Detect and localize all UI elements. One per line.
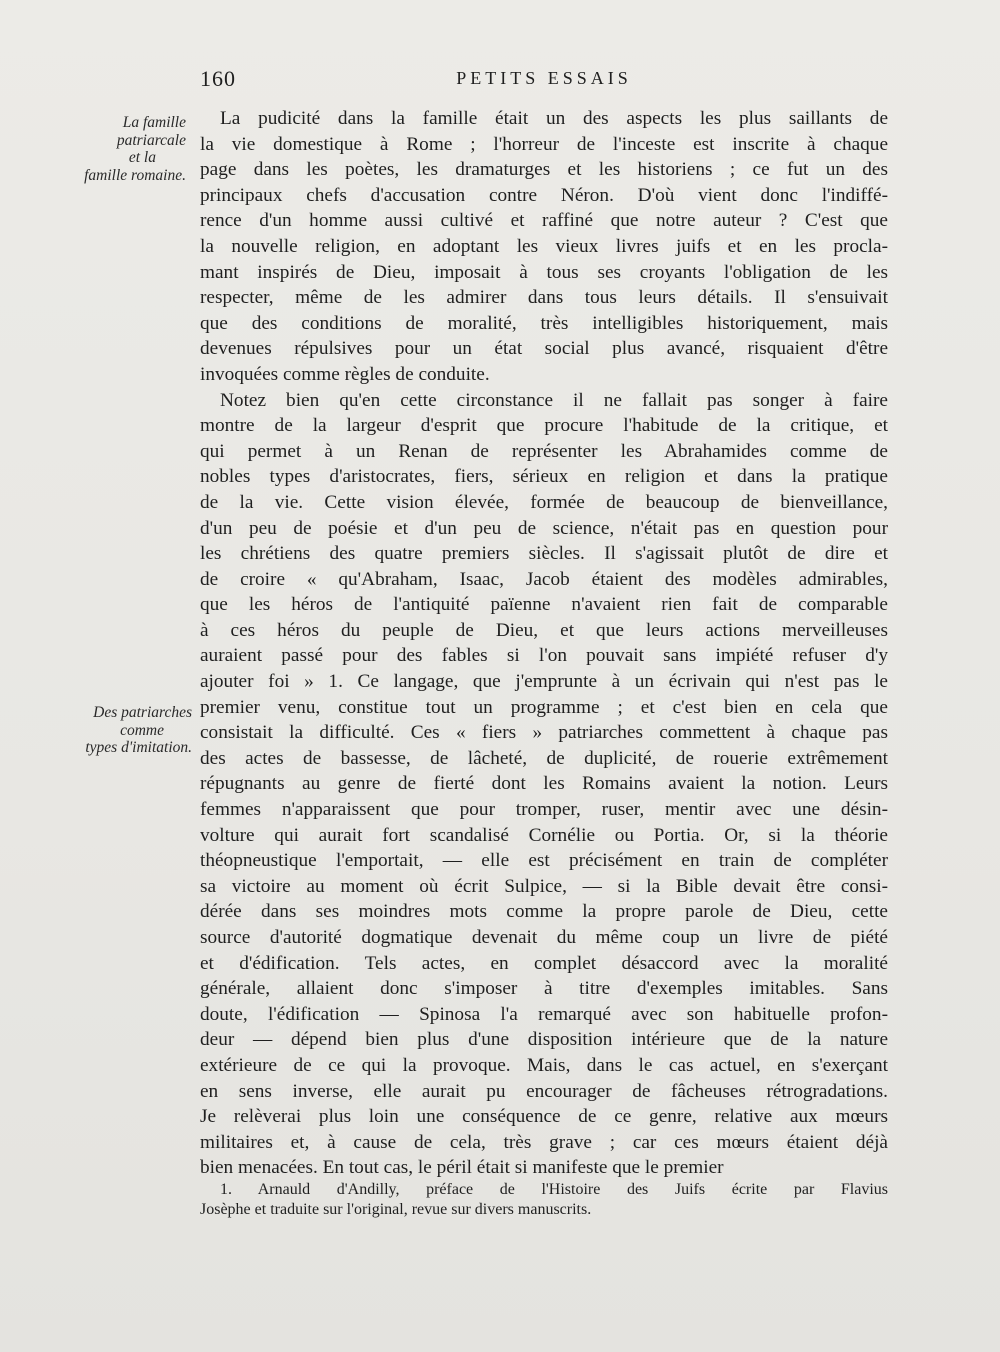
marginal-note-line: famille romaine. bbox=[84, 166, 186, 184]
paragraph-line: montre de la largeur d'esprit que procure l'habitude de la critique, et bbox=[200, 415, 888, 437]
paragraph-line: les chrétiens des quatre premiers siècles. Il s'agissait plutôt de dire et bbox=[200, 543, 888, 565]
paragraph-line: à ces héros du peuple de Dieu, et que leurs actions merveilleuses bbox=[200, 619, 888, 641]
paragraph-line: la vie domestique à Rome ; l'horreur de l'inceste est inscrite à chaque bbox=[200, 133, 888, 155]
paragraph-line: théopneustique l'emportait, — elle est précisément en train de compléter bbox=[200, 850, 888, 872]
paragraph-line: deur — dépend bien plus d'une disposition intérieure que de la nature bbox=[200, 1029, 888, 1051]
paragraph-line: devenues répulsives pour un état social plus avancé, risquaient d'être bbox=[200, 338, 888, 360]
body-text bbox=[200, 106, 888, 1181]
marginal-note-line: et la bbox=[128, 149, 156, 166]
paragraph-line: consistait la difficulté. Ces « fiers » patriarches commettent à chaque pas bbox=[200, 722, 888, 744]
paragraph-line: doute, l'édification — Spinosa l'a remarqué avec son habituelle profon- bbox=[200, 1003, 888, 1025]
paragraph-line: extérieure de ce qui la provoque. Mais, dans le cas actuel, en s'exerçant bbox=[200, 1054, 888, 1076]
paragraph-line: femmes n'apparaissent que pour tromper, ruser, mentir avec une désin- bbox=[200, 799, 888, 821]
paragraph-line: que les héros de l'antiquité païenne n'avaient rien fait de comparable bbox=[200, 594, 888, 616]
paragraph-line: respecter, même de les admirer dans tous leurs détails. Il s'ensuivait bbox=[200, 287, 888, 309]
marginal-note-line: La famille bbox=[122, 114, 186, 131]
paragraph-line: Notez bien qu'en cette circonstance il ne fallait pas songer à faire bbox=[220, 389, 888, 411]
paragraph-line: des actes de bassesse, de lâcheté, de duplicité, de rouerie extrêmement bbox=[200, 747, 888, 769]
paragraph-line: que des conditions de moralité, très intelligibles historiquement, mais bbox=[200, 312, 888, 334]
paragraph-line: mant inspirés de Dieu, imposait à tous ses croyants l'obligation de les bbox=[200, 261, 888, 283]
paragraph-line: et d'édification. Tels actes, en complet désaccord avec la moralité bbox=[200, 952, 888, 974]
paragraph-line: dérée dans ses moindres mots comme la propre parole de Dieu, cette bbox=[200, 901, 888, 923]
paragraph-line: qui permet à un Renan de représenter les Abrahamides comme de bbox=[200, 440, 888, 462]
paragraph-line: militaires et, à cause de cela, très grave ; car ces mœurs étaient déjà bbox=[200, 1131, 888, 1153]
marginal-note-patriarchs bbox=[60, 704, 192, 757]
paragraph-line: la nouvelle religion, en adoptant les vieux livres juifs et en les procla- bbox=[200, 235, 888, 257]
paragraph-line: auraient passé pour des fables si l'on pouvait sans impiété refuser d'y bbox=[200, 645, 888, 667]
marginal-note-line: types d'imitation. bbox=[85, 739, 192, 756]
footnote-line: 1. Arnauld d'Andilly, préface de l'Histoire des Juifs écrite par Flavius bbox=[220, 1181, 888, 1198]
paragraph-line: page dans les poètes, les dramaturges et les historiens ; ce fut un des bbox=[200, 159, 888, 181]
paragraph-line: Je relèverai plus loin une conséquence de ce genre, relative aux mœurs bbox=[200, 1106, 888, 1128]
paragraph-line: générale, allaient donc s'imposer à titre d'exemples imitables. Sans bbox=[200, 978, 888, 1000]
paragraph-line: de croire « qu'Abraham, Isaac, Jacob étaient des modèles admirables, bbox=[200, 568, 888, 590]
marginal-note-family bbox=[60, 114, 186, 184]
paragraph-line: d'un peu de poésie et d'un peu de science, n'était pas en question pour bbox=[200, 517, 888, 539]
paragraph-line: invoquées comme règles de conduite. bbox=[200, 363, 490, 385]
marginal-note-line: patriarcale bbox=[116, 131, 186, 149]
paragraph-line: volture qui aurait fort scandalisé Cornélie ou Portia. Or, si la théorie bbox=[200, 824, 888, 846]
paragraph-line: ajouter foi » 1. Ce langage, que j'emprunte à un écrivain qui n'est pas le bbox=[200, 671, 888, 693]
paragraph-line: source d'autorité dogmatique devenait du même coup un livre de piété bbox=[200, 927, 888, 948]
paragraph-line: répugnants au genre de fierté dont les Romains avaient la notion. Leurs bbox=[200, 773, 888, 795]
footnotes bbox=[200, 1180, 888, 1220]
marginal-note-line: comme bbox=[120, 721, 164, 739]
paragraph-line: bien menacées. En tout cas, le péril était si manifeste que le premier bbox=[200, 1157, 724, 1179]
paragraph-line: La pudicité dans la famille était un des aspects les plus saillants de bbox=[220, 108, 888, 129]
marginal-note-line: Des patriarches bbox=[93, 704, 192, 721]
paragraph-line: principaux chefs d'accusation contre Néron. D'où vient donc l'indiffé- bbox=[200, 184, 888, 206]
paragraph-line: sa victoire au moment où écrit Sulpice, — si la Bible devait être consi- bbox=[200, 875, 888, 897]
page-header bbox=[200, 66, 888, 96]
page-number: 160 bbox=[200, 66, 236, 91]
paragraph-line: rence d'un homme aussi cultivé et raffiné que notre auteur ? C'est que bbox=[200, 210, 888, 232]
paragraph-line: de la vie. Cette vision élevée, formée de beaucoup de bienveillance, bbox=[200, 491, 888, 513]
paragraph-line: premier venu, constitue tout un programme ; et c'est bien en cela que bbox=[200, 696, 888, 718]
running-title: PETITS ESSAIS bbox=[456, 68, 632, 88]
footnote-line: Josèphe et traduite sur l'original, revue sur divers manuscrits. bbox=[200, 1201, 592, 1218]
paragraph-line: nobles types d'aristocrates, fiers, sérieux en religion et dans la pratique bbox=[200, 466, 888, 488]
paragraph-line: en sens inverse, elle aurait pu encourager de fâcheuses rétrogradations. bbox=[200, 1080, 888, 1102]
